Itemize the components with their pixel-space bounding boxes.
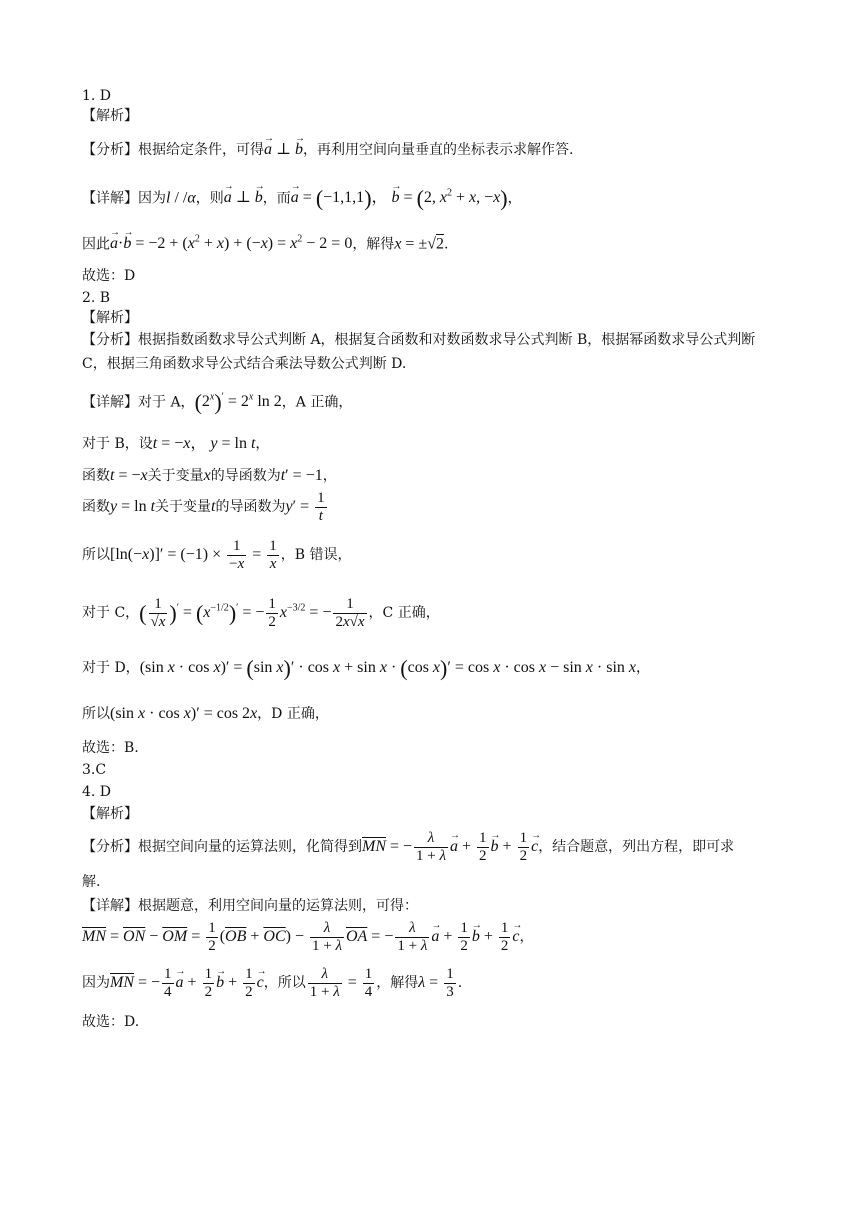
q2-option-b-line2: 函数t = −x关于变量x的导函数为t′ = −1， bbox=[82, 467, 337, 484]
q1-detail: 【详解】因为l / /α，则→ a ⊥ → b，而→ a = (−1,1,1)， → b = (2, $x^2 + x$, −x)， bbox=[82, 184, 522, 209]
answer-1-heading: 1. D bbox=[82, 88, 112, 104]
q4-solution: 因为$\overline{MN}$ = − $\frac{1}{4}$ → a + $\frac{1}{2}$ → b + $\frac{1}{2}$ → c，所以 $\frac{\lambda}{1 + \lambda}$ = $\frac{1}{4}$ ，解得λ = $\frac{1}{3}$ . bbox=[82, 966, 462, 1001]
q2-option-a: 【详解】对于 A，$(2^x)' = 2^x$ ln 2，A 正确， bbox=[82, 389, 353, 415]
q4-analysis-end: 解. bbox=[82, 874, 101, 890]
q1-choice: 故选：D bbox=[82, 268, 136, 284]
answer-3-heading: 3.C bbox=[82, 762, 107, 778]
answer-2-heading: 2. B bbox=[82, 290, 111, 306]
q4-detail: 【详解】根据题意，利用空间向量的运算法则，可得： bbox=[82, 898, 418, 914]
q1-analysis: 【分析】根据给定条件，可得→ a ⊥ → b，再利用空间向量垂直的坐标表示求解作答. bbox=[82, 140, 574, 160]
q2-option-c: 对于 C，( $\frac{1}{√x}$ )$' = (x^{-1/2})'$ = − $\frac{1}{2}$ $x^{-3/2}$ = − $\frac{1}{2x√x}$ ，C 正确， bbox=[82, 596, 440, 630]
q4-analysis: 【分析】根据空间向量的运算法则，化简得到$\overline{MN}$ = − $\frac{\lambda}{1 + \lambda}$ → a + $\frac{1}{2}$ → b + $\frac{1}{2}$ → c，结合题意，列出方程，即可求 bbox=[82, 830, 734, 865]
q2-choice: 故选：B. bbox=[82, 740, 139, 756]
q2-option-b-line1: 对于 B，设t = −x， y = ln t， bbox=[82, 435, 270, 452]
q2-option-d-line2: 所以(sin x · cos x)′ = cos 2x，D 正确， bbox=[82, 705, 329, 722]
answer-4-heading: 4. D bbox=[82, 784, 112, 800]
analysis-heading: 【解析】 bbox=[82, 806, 138, 822]
analysis-heading: 【解析】 bbox=[82, 108, 138, 124]
q2-option-d-line1: 对于 D，(sin x · cos x)′ = (sin x)′ · cos x + sin x · (cos x)′ = cos x · cos x − sin x · sin x， bbox=[82, 655, 651, 681]
analysis-heading: 【解析】 bbox=[82, 310, 138, 326]
q4-derivation: $\overline{MN} = \overline{ON} - \overline{OM}$ = $\frac{1}{2}$ $(\overline{OB} + \overline{OC})$ − $\frac{\lambda}{1 + \lambda}$ $\overline{OA}$ = − $\frac{\lambda}{1 + \lambda}$ → a + $\frac{1}{2}$ → b + $\frac{1}{2}$ → c， bbox=[82, 920, 533, 955]
q2-option-b-line3: 函数y = ln t关于变量t的导函数为y′ = $\frac{1}{t}$ bbox=[82, 490, 325, 524]
q2-analysis: 【分析】根据指数函数求导公式判断 A，根据复合函数和对数函数求导公式判断 B，根据幂函数求导公式判断 C，根据三角函数求导公式结合乘法导数公式判断 D. bbox=[82, 332, 756, 372]
q2-option-b-line4: 所以[ln(−x)]′ = (−1) × $\frac{1}{-x}$ = $\frac{1}{x}$ ，B 错误， bbox=[82, 538, 352, 572]
q1-computation: 因此→ $a\cdot\to b = -2 + (x^2 + x) + (-x) = x^2 - 2 = 0$，解得x = ±√2. bbox=[82, 230, 448, 254]
q4-choice: 故选：D. bbox=[82, 1014, 140, 1030]
